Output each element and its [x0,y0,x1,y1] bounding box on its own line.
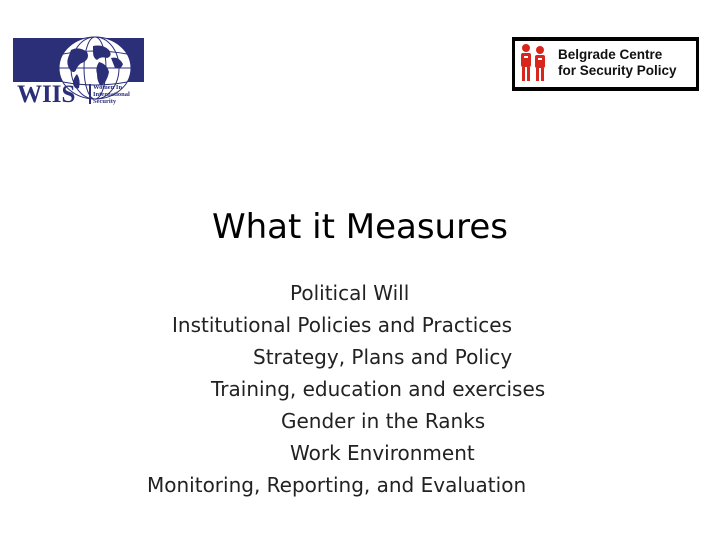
list-item-monitoring: Monitoring, Reporting, and Evaluation [147,473,527,497]
bcsp-logo [512,37,699,91]
list-item-institutional: Institutional Policies and Practices [172,313,513,337]
list-item-gender: Gender in the Ranks [281,409,486,433]
wiis-logo [13,36,144,108]
list-item-political-will: Political Will [290,281,410,305]
divider [89,84,91,104]
list-item-strategy: Strategy, Plans and Policy [253,345,513,369]
bcsp-name: Belgrade Centre for Security Policy [558,47,677,78]
slide-title: What it Measures [212,207,508,247]
bcsp-emblem-icon [516,42,550,86]
wiis-wordmark: WIIS [17,81,76,108]
list-item-training: Training, education and exercises [211,377,546,401]
list-item-work-environment: Work Environment [290,441,475,465]
wiis-subtitle: Women In International Security [93,84,130,105]
